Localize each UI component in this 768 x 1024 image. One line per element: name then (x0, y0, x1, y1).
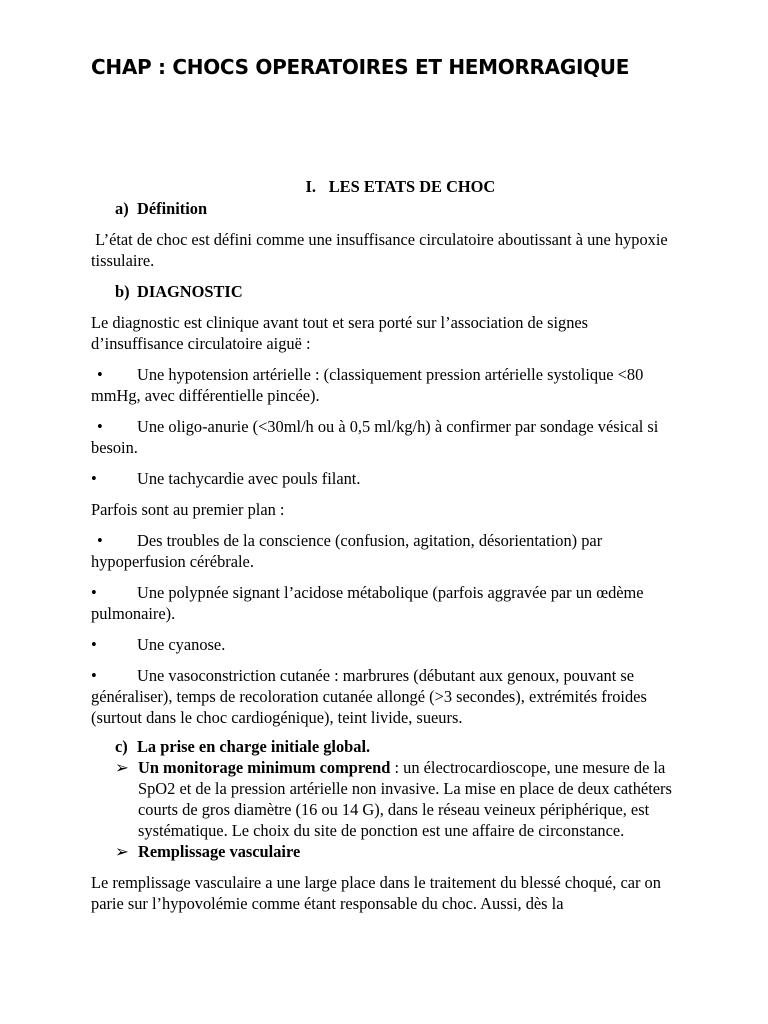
closing-paragraph: Le remplissage vasculaire a une large place dans le traitement du blessé choqué, car on parie sur l’hypovolémie comme étant responsable du choc. Aussi, dès la (91, 873, 661, 913)
bullet-symbol: • (91, 666, 97, 685)
subheading-letter: a) (115, 199, 129, 218)
arrow-bullet-icon: ➢ (115, 842, 129, 861)
bullet-text: Une polypnée signant l’acidose métabolique (parfois aggravée par un œdème pulmonaire). (91, 583, 644, 623)
bullet-text: Une vasoconstriction cutanée : marbrures (débutant aux genoux, pouvant se généraliser), temps de recoloration cutanée allongé (>3 secondes), extrémités froides (surtout dans le choc cardiogénique), teint livide, sueurs. (91, 666, 647, 727)
bullet-item (91, 364, 677, 406)
subheading-letter: c) (115, 737, 128, 756)
document-body (91, 176, 677, 924)
arrow-item-bold: Un monitorage minimum comprend (138, 758, 391, 777)
subheading-text: DIAGNOSTIC (137, 282, 243, 301)
bullet-symbol: • (91, 469, 97, 488)
bullet-symbol: • (91, 635, 97, 654)
subheading-prise-en-charge (91, 736, 677, 757)
bullet-item (91, 468, 677, 489)
chapter-title: CHAP : CHOCS OPERATOIRES ET HEMORRAGIQUE (91, 55, 630, 79)
subheading-text: Définition (137, 199, 208, 218)
bullet-symbol: • (97, 531, 103, 550)
bullet-symbol: • (97, 417, 103, 436)
diagnostic-intro: Le diagnostic est clinique avant tout et sera porté sur l’association de signes d’insuffisance circulatoire aiguë : (91, 313, 589, 353)
bullet-text: Des troubles de la conscience (confusion, agitation, désorientation) par hypoperfusion cérébrale. (91, 531, 603, 571)
subheading-diagnostic (91, 281, 677, 302)
bullet-item (91, 530, 677, 572)
section-number: I. (305, 177, 316, 196)
bullet-item (91, 665, 677, 728)
bullet-item (91, 582, 677, 624)
bullet-text: Une tachycardie avec pouls filant. (137, 469, 361, 488)
bullet-text: Une hypotension artérielle : (classiquement pression artérielle systolique <80 mmHg, avec différentielle pincée). (91, 365, 644, 405)
bullet-text: Une cyanose. (137, 635, 226, 654)
arrow-list-item (91, 841, 677, 862)
definition-paragraph: L’état de choc est défini comme une insuffisance circulatoire aboutissant à une hypoxie tissulaire. (91, 230, 672, 270)
arrow-bullet-icon: ➢ (115, 758, 129, 777)
bullet-item (91, 634, 677, 655)
bullet-symbol: • (91, 583, 97, 602)
subheading-definition (91, 198, 677, 219)
section-heading (91, 176, 677, 197)
parfois-paragraph: Parfois sont au premier plan : (91, 500, 285, 519)
subheading-text: La prise en charge initiale global. (137, 737, 371, 756)
bullet-symbol: • (97, 365, 103, 384)
subheading-letter: b) (115, 282, 130, 301)
bullet-item (91, 416, 677, 458)
section-title: LES ETATS DE CHOC (328, 177, 496, 196)
arrow-item-bold: Remplissage vasculaire (138, 842, 301, 861)
arrow-list-item (91, 757, 677, 841)
arrow-item-text: : un électrocardioscope, une mesure de la SpO2 et de la pression artérielle non invasive. La mise en place de deux cathéters courts de gros diamètre (16 ou 14 G), dans le réseau veineux périphérique, est systématique. Le choix du site de ponction est une affaire de circonstance. (138, 758, 672, 840)
bullet-text: Une oligo-anurie (<30ml/h ou à 0,5 ml/kg/h) à confirmer par sondage vésical si besoin. (91, 417, 659, 457)
